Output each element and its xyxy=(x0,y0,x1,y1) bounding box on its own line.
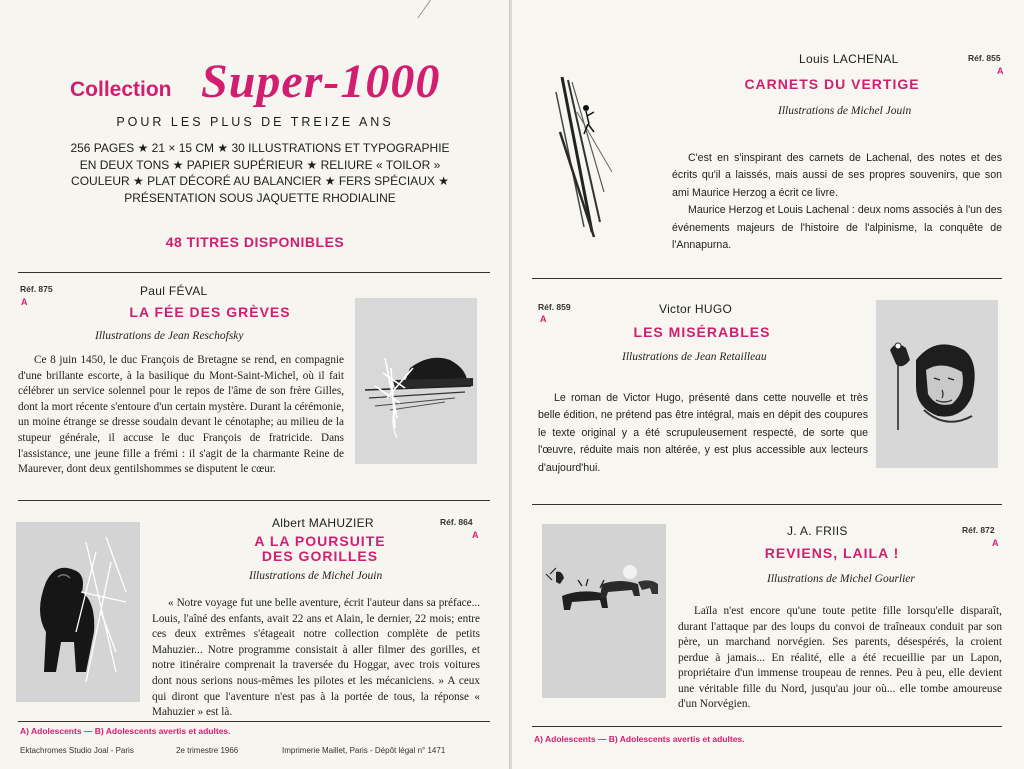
reader-level-legend: A) Adolescents — B) Adolescents avertis et adultes. xyxy=(534,734,745,744)
book-title: LA FÉE DES GRÈVES xyxy=(129,304,291,320)
climber-drawing xyxy=(542,72,632,242)
illustration-climber xyxy=(542,72,632,242)
reader-level: A xyxy=(472,530,479,540)
book-description xyxy=(538,390,868,477)
collection-name: Super-1000 xyxy=(201,55,441,108)
book-title: LES MISÉRABLES xyxy=(633,324,771,340)
author-name: Louis LACHENAL xyxy=(799,52,899,66)
specs-line: PRÉSENTATION SOUS JAQUETTE RHODIALINE xyxy=(124,190,396,205)
book-title-line: DES GORILLES xyxy=(261,548,379,564)
seascape-drawing xyxy=(355,298,477,464)
collection-label: Collection xyxy=(70,78,172,101)
author-name: Albert MAHUZIER xyxy=(272,516,374,530)
description-paragraph: Maurice Herzog et Louis Lachenal : deux noms associés à l'un des événements majeurs de l'histoire de l'alpinisme, la conquête de l'Annapurna. xyxy=(672,204,1002,252)
specs-line: COULEUR ★ PLAT DÉCORÉ AU BALANCIER ★ FERS SPÉCIAUX ★ xyxy=(71,174,449,188)
book-title xyxy=(230,534,410,564)
divider xyxy=(532,504,1002,505)
reference-number: Réf. 875 xyxy=(20,284,53,294)
printer-info: Imprimerie Maillet, Paris - Dépôt légal n° 1471 xyxy=(282,746,446,755)
reference-number: Réf. 872 xyxy=(962,525,995,535)
illustrator-credit: Illustrations de Michel Jouin xyxy=(778,105,912,117)
reference-number: Réf. 864 xyxy=(440,517,473,527)
illustration-portrait xyxy=(876,300,998,468)
description-paragraph: Le roman de Victor Hugo, présenté dans cette nouvelle et très belle édition, ne prétend pas être intégral, mais en dépit des coupures le texte original y a été scrupuleusement respecté, de sorte que l'œuvre, réduite mais non altérée, y est plus accessible aux lecteurs d'aujourd'hui. xyxy=(538,392,868,474)
illustrator-credit: Illustrations de Jean Reschofsky xyxy=(95,330,244,342)
author-name: Victor HUGO xyxy=(659,302,733,316)
book-description: Ce 8 juin 1450, le duc François de Bretagne se rend, en compagnie d'une brillante escorte, à la basilique du Mont-Saint-Michel, où il fait célébrer un service solennel pour le repos de l'âme de son frère Gilles, dont la mort récente s'entoure d'un certain mystère. Durant la cérémonie, un moine étrange se dresse soudain devant le cénotaphe; au milieu de la stupeur générale, il accuse le duc François de fratricide. Dans l'assistance, une jeune fille a frémi : il s'agit de la charmante Reine de Maurever, dont deux gentilshommes se disputent le cœur. xyxy=(18,354,344,476)
reference-number: Réf. 855 xyxy=(968,53,1001,63)
divider xyxy=(532,278,1002,279)
portrait-drawing xyxy=(876,300,998,468)
divider xyxy=(18,272,490,273)
illustration-reindeer xyxy=(542,524,666,698)
left-page xyxy=(0,0,510,769)
fold-mark xyxy=(417,0,430,18)
divider xyxy=(18,721,490,722)
specs-block xyxy=(35,140,485,206)
author-name: J. A. FRIIS xyxy=(787,524,848,538)
right-page xyxy=(512,0,1024,769)
description-paragraph: C'est en s'inspirant des carnets de Lachenal, des notes et des écrits qu'il a laissés, mais aussi de ses propres souvenirs, que son ami Maurice Herzog a écrit ce livre. xyxy=(672,152,1002,199)
divider xyxy=(18,500,490,501)
book-description: Laïla n'est encore qu'une toute petite fille lorsqu'elle disparaît, durant l'attaque par des loups du convoi de traîneaux conduit par son père, un marchand norvégien. Ses parents, désespérés, la croient perdue à jamais... En réalité, elle a été recueillie par un Lapon, propriétaire d'un immense troupeau de rennes. Peu à peu, elle devient une véritable fille du Nord, jusqu'au jour où... elle tombe amoureuse d'un Norvégien. xyxy=(678,605,1002,710)
reader-level: A xyxy=(21,297,28,307)
reference-number: Réf. 859 xyxy=(538,302,571,312)
illustration-gorilla xyxy=(16,522,140,702)
titles-available: 48 TITRES DISPONIBLES xyxy=(165,234,345,250)
specs-line: 256 PAGES ★ 21 × 15 CM ★ 30 ILLUSTRATIONS ET TYPOGRAPHIE xyxy=(70,141,450,155)
reader-level: A xyxy=(997,66,1004,76)
book-title: REVIENS, LAILA ! xyxy=(764,545,900,561)
reader-level: A xyxy=(992,538,999,548)
author-name: Paul FÉVAL xyxy=(140,284,208,298)
divider xyxy=(532,726,1002,727)
book-title-line: A LA POURSUITE xyxy=(254,533,386,549)
gorilla-drawing xyxy=(16,522,140,702)
illustration-seascape xyxy=(355,298,477,464)
reader-level: A xyxy=(540,314,547,324)
specs-line: EN DEUX TONS ★ PAPIER SUPÉRIEUR ★ RELIURE « TOILOR » xyxy=(79,157,441,172)
book-description: « Notre voyage fut une belle aventure, écrit l'auteur dans sa préface... Louis, l'aîné des enfants, avait 22 ans et Alain, le dernier, 22 mois; entre ces deux extrêmes s'étageait notre collection complète de petits Mahuzier... Notre programme consistait à aller filmer des gorilles, et notre itinéraire comprenait la traversée du Hoggar, avec trois voitures dont nous serions nous-mêmes les pilotes et les mécaniciens. » A ceux qui diront que l'aventure n'est pas à la portée de tous, la réponse « Mahuzier » est là. xyxy=(152,597,480,719)
book-description xyxy=(672,150,1002,254)
reindeer-drawing xyxy=(542,524,666,698)
illustrator-credit: Illustrations de Michel Jouin xyxy=(249,570,383,582)
illustrator-credit: Illustrations de Jean Retailleau xyxy=(622,351,767,363)
illustrator-credit: Illustrations de Michel Gourlier xyxy=(767,573,915,585)
reader-level-legend: A) Adolescents — B) Adolescents avertis et adultes. xyxy=(20,726,231,736)
book-title: CARNETS DU VERTIGE xyxy=(744,76,920,92)
age-line: POUR LES PLUS DE TREIZE ANS xyxy=(116,115,394,129)
publication-quarter: 2e trimestre 1966 xyxy=(176,746,239,755)
photo-credit: Ektachromes Studio Joal - Paris xyxy=(20,746,134,755)
